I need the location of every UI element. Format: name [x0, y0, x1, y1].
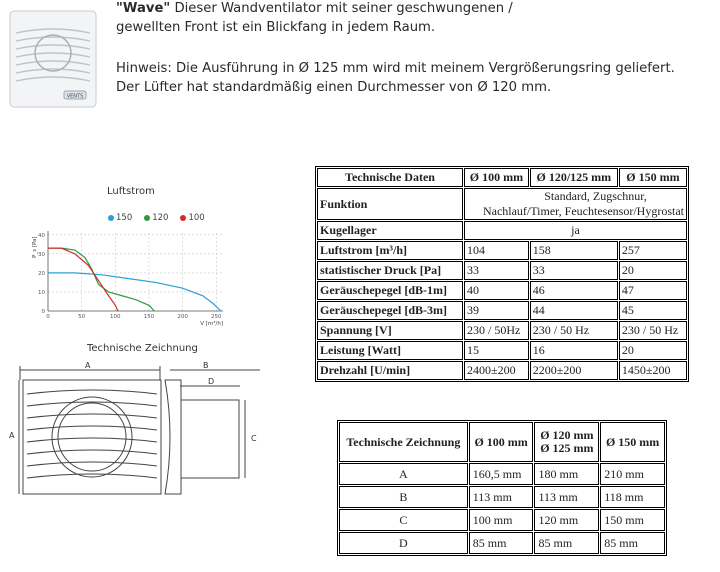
- x-tick-label: 50: [78, 314, 86, 320]
- intro-line1: [116, 0, 513, 18]
- table-cell: 230 / 50 Hz: [530, 321, 618, 340]
- chart-legend: [108, 213, 205, 223]
- table-cell: 85 mm: [600, 532, 665, 554]
- legend-item-120: [144, 213, 168, 223]
- funktion-line2: Nachlauf/Timer, Feuchtesensor/Hygrostat: [482, 204, 684, 218]
- x-axis-label: V [m³/h]: [200, 321, 223, 327]
- table-row: [339, 422, 665, 462]
- row-label: Luftstrom [m³/h]: [317, 241, 463, 260]
- legend-dot-icon: [108, 215, 114, 221]
- table-row: [339, 509, 665, 531]
- table-row: [317, 361, 687, 380]
- table-cell: 15: [464, 341, 529, 360]
- logo-text: VENTS: [66, 93, 84, 100]
- row-label: C: [339, 509, 468, 531]
- table-cell: 104: [464, 241, 529, 260]
- y-tick-label: 10: [38, 289, 45, 296]
- legend-item-100: [180, 213, 204, 223]
- table-row: [317, 341, 687, 360]
- table-header: Ø 100 mm: [469, 422, 534, 462]
- legend-item-150: [108, 213, 132, 223]
- table-row: [339, 486, 665, 508]
- table-cell: 150 mm: [600, 509, 665, 531]
- y-tick-label: 20: [38, 270, 45, 277]
- table-header: Ø 150 mm: [619, 168, 687, 187]
- table-cell: 20: [619, 261, 687, 280]
- table-row: [317, 301, 687, 320]
- table-cell: 45: [619, 301, 687, 320]
- legend-dot-icon: [144, 215, 150, 221]
- header-line1: Ø 120 mm: [540, 428, 594, 442]
- table-row: [317, 188, 687, 220]
- table-cell: 113 mm: [534, 486, 599, 508]
- row-label: Leistung [Watt]: [317, 341, 463, 360]
- dim-label-c: C: [251, 434, 257, 443]
- legend-label: 150: [116, 213, 133, 223]
- table-header: Ø 120/125 mm: [530, 168, 618, 187]
- y-tick-label: 40: [38, 232, 45, 239]
- table-cell: 44: [530, 301, 618, 320]
- row-label: B: [339, 486, 468, 508]
- table-cell: 40: [464, 281, 529, 300]
- table-row: [317, 281, 687, 300]
- spec-table: [315, 166, 689, 382]
- intro-line2: gewellten Front ist ein Blickfang in jedem Raum.: [116, 20, 436, 35]
- chart-title: Luftstrom: [107, 186, 155, 197]
- table-cell: 1450±200: [619, 361, 687, 380]
- product-name: "Wave": [116, 1, 171, 16]
- table-row: [317, 168, 687, 187]
- y-tick-label: 30: [38, 251, 45, 258]
- table-cell: 230 / 50Hz: [464, 321, 529, 340]
- table-cell: 100 mm: [469, 509, 534, 531]
- row-label: Geräuschepegel [dB-1m]: [317, 281, 463, 300]
- x-tick-label: 250: [211, 314, 222, 320]
- header-line2: Ø 125 mm: [540, 441, 594, 455]
- table-cell: 47: [619, 281, 687, 300]
- airflow-chart: [30, 225, 240, 330]
- table-cell: 230 / 50 Hz: [619, 321, 687, 340]
- table-cell: 118 mm: [600, 486, 665, 508]
- table-cell: 33: [464, 261, 529, 280]
- table-cell: 113 mm: [469, 486, 534, 508]
- y-axis-label: P_s [Pa]: [32, 236, 38, 258]
- table-cell: 2400±200: [464, 361, 529, 380]
- row-label: D: [339, 532, 468, 554]
- table-row: [339, 532, 665, 554]
- table-cell: 257: [619, 241, 687, 260]
- table-header: [534, 422, 599, 462]
- technical-drawing: [5, 358, 275, 508]
- dim-label-d: D: [208, 377, 215, 386]
- table-cell: 85 mm: [469, 532, 534, 554]
- row-label: Spannung [V]: [317, 321, 463, 340]
- legend-dot-icon: [180, 215, 186, 221]
- table-cell: 46: [530, 281, 618, 300]
- table-cell: 120 mm: [534, 509, 599, 531]
- row-label: Kugellager: [317, 221, 463, 240]
- legend-label: 120: [152, 213, 169, 223]
- product-image: [6, 3, 100, 115]
- table-cell: 160,5 mm: [469, 463, 534, 485]
- row-label: Geräuschepegel [dB-3m]: [317, 301, 463, 320]
- y-tick-label: 0: [41, 309, 45, 315]
- legend-label: 100: [188, 213, 205, 223]
- x-tick-label: 200: [177, 314, 188, 320]
- row-label: A: [339, 463, 468, 485]
- dim-label-a-side: A: [9, 431, 15, 440]
- dim-label-b: B: [203, 361, 209, 370]
- table-cell: 158: [530, 241, 618, 260]
- table-header: Ø 150 mm: [600, 422, 665, 462]
- series-line-100: [48, 248, 118, 311]
- table-cell: 33: [530, 261, 618, 280]
- x-tick-label: 0: [46, 314, 50, 320]
- row-label: statistischer Druck [Pa]: [317, 261, 463, 280]
- table-header: Technische Zeichnung: [339, 422, 468, 462]
- table-cell: ja: [464, 221, 687, 240]
- table-cell: 210 mm: [600, 463, 665, 485]
- intro-line3: Hinweis: Die Ausführung in Ø 125 mm wird mit meinem Vergrößerungsring geliefert.: [116, 61, 675, 76]
- table-cell: 2200±200: [530, 361, 618, 380]
- table-row: [317, 261, 687, 280]
- table-header: Ø 100 mm: [464, 168, 529, 187]
- funktion-line1: Standard, Zugschnur,: [544, 189, 647, 203]
- table-cell: 39: [464, 301, 529, 320]
- table-cell: [464, 188, 687, 220]
- table-row: [317, 241, 687, 260]
- dimension-table: [337, 420, 667, 556]
- table-row: [317, 321, 687, 340]
- drawing-title: Technische Zeichnung: [87, 343, 198, 354]
- table-header: Technische Daten: [317, 168, 463, 187]
- x-tick-label: 150: [143, 314, 155, 320]
- intro-line4: Der Lüfter hat standardmäßig einen Durchmesser von Ø 120 mm.: [116, 80, 552, 95]
- table-row: [339, 463, 665, 485]
- dim-label-a-top: A: [85, 361, 91, 370]
- table-cell: 85 mm: [534, 532, 599, 554]
- row-label: Funktion: [317, 188, 463, 220]
- table-row: [317, 221, 687, 240]
- table-cell: 20: [619, 341, 687, 360]
- row-label: Drehzahl [U/min]: [317, 361, 463, 380]
- table-cell: 180 mm: [534, 463, 599, 485]
- table-cell: 16: [530, 341, 618, 360]
- intro-line1-text: Dieser Wandventilator mit seiner geschwungenen /: [170, 1, 513, 16]
- x-tick-label: 100: [110, 314, 121, 320]
